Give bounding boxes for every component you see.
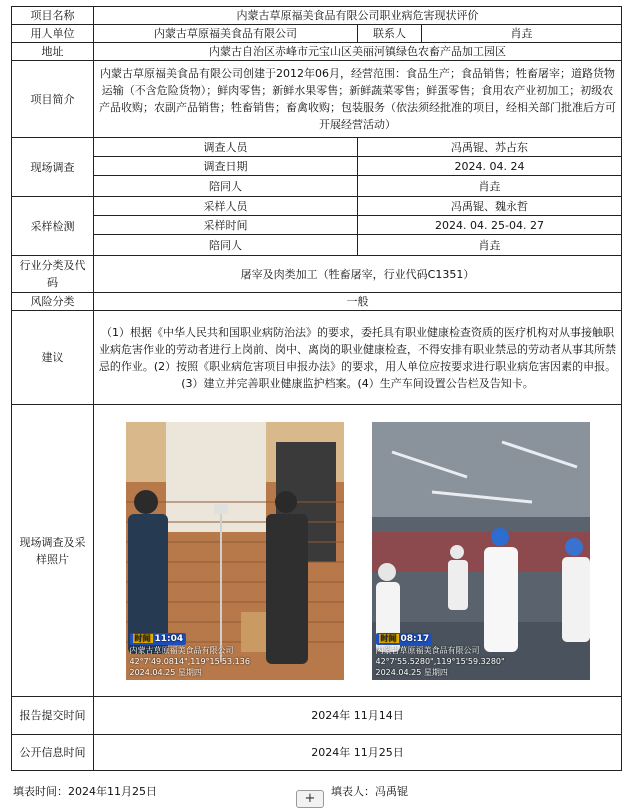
survey-staff-value: 冯禹锟、苏占东 (358, 138, 622, 157)
survey-date-value: 2024. 04. 24 (358, 157, 622, 176)
label-advice: 建议 (12, 311, 94, 405)
label-survey: 现场调查 (12, 138, 94, 197)
table-footer (13, 783, 408, 799)
sampling-time-value: 2024. 04. 25-04. 27 (358, 216, 622, 235)
sampling-photo (372, 422, 590, 680)
advice-value: （1）根据《中华人民共和国职业病防治法》的要求，委托具有职业健康检查资质的医疗机构对从事接触职业病危害作业的劳动者进行上岗前、岗中、离岗的职业健康检查，不得安排有职业禁忌的劳动者从事其所禁忌的作业。(2）按照《职业病危害项目申报办法》的要求，用人单位应按要求进行职业病危害因素的申报。(3）建立并完善职业健康监护档案。(4）生产车间设置公告栏及告知卡。 (94, 311, 622, 405)
profile-value: 内蒙古草原福美食品有限公司创建于2012年06月，经营范围：食品生产；食品销售；牲畜屠宰；道路货物运输（不含危险货物）；鲜肉零售；新鲜水果零售；新鲜蔬菜零售；鲜蛋零售；食用农产业初加工；初级农产品收购；农副产品销售；牲畜销售；畜禽收购；包装服务（依法须经批准的项目，经相关部门批准后方可开展经营活动） (94, 61, 622, 138)
label-employer: 用人单位 (12, 25, 94, 43)
fill-date: 填表时间：2024年11月25日 (13, 785, 157, 798)
label-industry: 行业分类及代码 (12, 256, 94, 293)
label-survey-staff: 调查人员 (94, 138, 358, 157)
photos-cell (94, 405, 622, 697)
publish-time-value: 2024年 11月25日 (94, 735, 622, 771)
evaluation-table (11, 6, 622, 771)
survey-escort-value: 肖垚 (358, 176, 622, 197)
sampling-staff-value: 冯禹锟、魏永哲 (358, 197, 622, 216)
label-profile: 项目简介 (12, 61, 94, 138)
risk-value: 一般 (94, 293, 622, 311)
label-sampling-staff: 采样人员 (94, 197, 358, 216)
survey-photo (126, 422, 344, 680)
label-report-time: 报告提交时间 (12, 697, 94, 735)
add-button[interactable]: + (296, 790, 324, 808)
survey-photo-watermark: 时间 11:04 内蒙古草原福美食品有限公司 42°7'49.0814",119°15'53.136 2024.04.25 星期四 (129, 633, 250, 677)
label-contact: 联系人 (358, 25, 422, 43)
label-project-name: 项目名称 (12, 7, 94, 25)
sampling-photo-watermark: 时间 08:17 内蒙古草原福美食品有限公司 42°7'55.5280",119°15'59.3280" 2024.04.25 星期四 (375, 633, 505, 677)
label-sampling: 采样检测 (12, 197, 94, 256)
industry-value: 屠宰及肉类加工（牲畜屠宰，行业代码C1351） (94, 256, 622, 293)
label-address: 地址 (12, 43, 94, 61)
label-photos: 现场调查及采样照片 (12, 405, 94, 697)
label-survey-escort: 陪同人 (94, 176, 358, 197)
address-value: 内蒙古自治区赤峰市元宝山区美丽河镇绿色农畜产品加工园区 (94, 43, 622, 61)
project-name: 内蒙古草原福美食品有限公司职业病危害现状评价 (94, 7, 622, 25)
label-publish-time: 公开信息时间 (12, 735, 94, 771)
report-time-value: 2024年 11月14日 (94, 697, 622, 735)
employer-value: 内蒙古草原福美食品有限公司 (94, 25, 358, 43)
label-survey-date: 调查日期 (94, 157, 358, 176)
label-risk: 风险分类 (12, 293, 94, 311)
filler: 填表人：冯禹锟 (331, 785, 408, 798)
label-sampling-time: 采样时间 (94, 216, 358, 235)
sampling-escort-value: 肖垚 (358, 235, 622, 256)
label-sampling-escort: 陪同人 (94, 235, 358, 256)
contact-value: 肖垚 (422, 25, 622, 43)
